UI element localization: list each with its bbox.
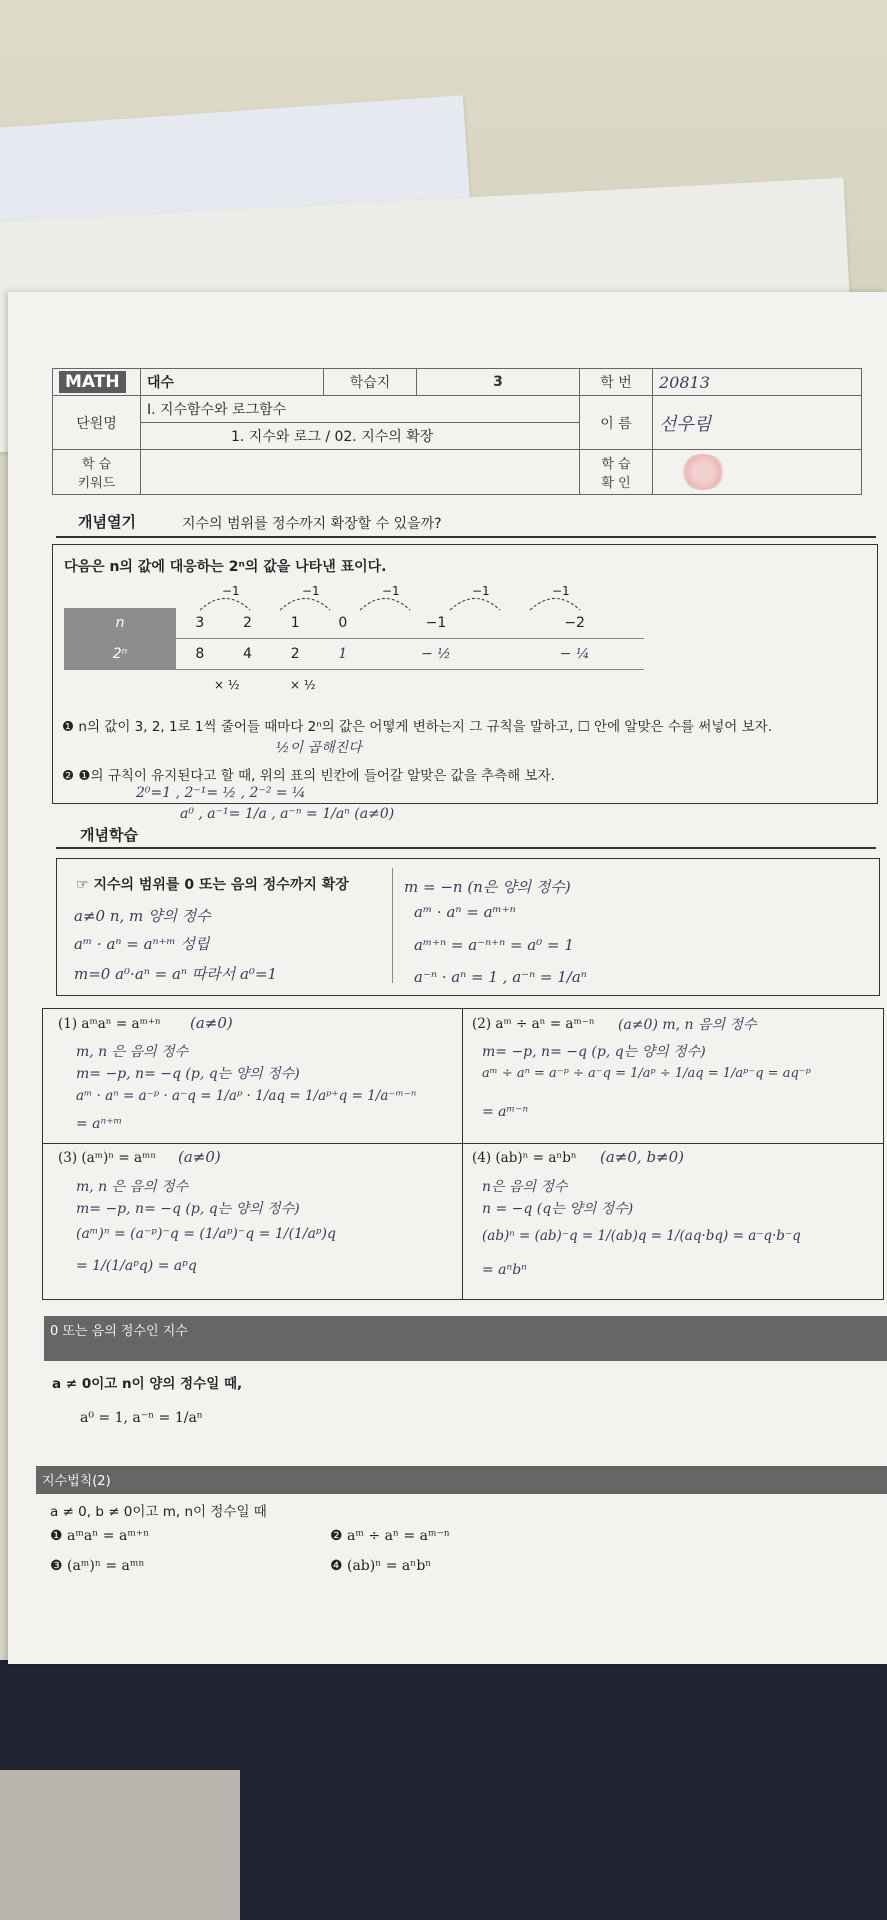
student-no-label: 학 번 xyxy=(580,369,653,396)
question-2: ❷ ❶의 규칙이 유지된다고 할 때, 위의 표의 빈칸에 들어갈 알맞은 값을 추측해 보자. xyxy=(62,768,555,784)
section-rule xyxy=(56,536,876,538)
student-name: 선우림 xyxy=(653,396,862,450)
arc-label: −1 xyxy=(222,584,240,598)
section-open-title: 개념열기 xyxy=(78,513,136,531)
law-2-title: (2) aᵐ ÷ aⁿ = aᵐ⁻ⁿ xyxy=(472,1016,595,1032)
question-1: ❶ n의 값이 3, 2, 1로 1씩 줄어들 때마다 2ⁿ의 값은 어떻게 변하는지 그 규칙을 말하고, ☐ 안에 알맞은 수를 써넣어 보자. xyxy=(62,719,773,735)
floor-background xyxy=(0,1770,240,1920)
law-4-condition: (a≠0, b≠0) xyxy=(600,1148,685,1166)
answer-2a: 2⁰=1 , 2⁻¹= ½ , 2⁻² = ¼ xyxy=(136,785,306,801)
law-3-title: (3) (aᵐ)ⁿ = aᵐⁿ xyxy=(58,1150,157,1166)
arc-label: −1 xyxy=(382,584,400,598)
law-2-condition: (a≠0) m, n 음의 정수 xyxy=(618,1017,757,1033)
learn-note: aᵐ · aⁿ = aᵐ⁺ⁿ xyxy=(414,903,516,921)
law-note: n = −q (q는 양의 정수) xyxy=(482,1201,634,1217)
law-note: = aⁿ⁺ᵐ xyxy=(76,1116,123,1132)
times-label: × ½ xyxy=(214,678,240,692)
law-note: m, n 은 음의 정수 xyxy=(76,1044,189,1060)
learn-note: m=0 a⁰·aⁿ = aⁿ 따라서 a⁰=1 xyxy=(74,965,278,983)
summary2-item-3: ❸ (aᵐ)ⁿ = aᵐⁿ xyxy=(50,1558,145,1574)
summary2-item-2: ❷ aᵐ ÷ aⁿ = aᵐ⁻ⁿ xyxy=(330,1528,450,1544)
unit-line2: 1. 지수와 로그 / 02. 지수의 확장 xyxy=(141,423,580,450)
learn-note: a⁻ⁿ · aⁿ = 1 , a⁻ⁿ = 1/aⁿ xyxy=(414,968,587,986)
learn-note: aᵐ · aⁿ = aⁿ⁺ᵐ 성립 xyxy=(74,935,210,953)
table-cell: 3 xyxy=(176,608,224,639)
header-table xyxy=(52,368,862,495)
table-cell: 8 xyxy=(176,639,224,670)
stamp xyxy=(679,454,727,490)
law-note: = aⁿbⁿ xyxy=(482,1262,527,1278)
law-note: aᵐ ÷ aⁿ = a⁻ᵖ ÷ a⁻q = 1/aᵖ ÷ 1/aq = 1/aᵖ⁻q = aq⁻ᵖ xyxy=(482,1066,811,1081)
learn-divider xyxy=(392,868,393,983)
table-cell: 2 xyxy=(224,608,272,639)
arc-label: −1 xyxy=(302,584,320,598)
section-learn-title: 개념학습 xyxy=(80,826,138,844)
row-power-label: 2ⁿ xyxy=(64,639,176,670)
table-cell: − ½ xyxy=(367,639,506,670)
arc-label: −1 xyxy=(472,584,490,598)
table-cell: −1 xyxy=(367,608,506,639)
keyword-label: 학 습 키워드 xyxy=(53,450,141,495)
arc-label: −1 xyxy=(552,584,570,598)
law-note: m= −p, n= −q (p, q는 양의 정수) xyxy=(76,1201,300,1217)
law-note: n은 음의 정수 xyxy=(482,1179,568,1195)
row-n-label: n xyxy=(64,608,176,639)
worksheet-label: 학습지 xyxy=(324,369,417,396)
laws-divider-h xyxy=(42,1143,884,1144)
open-box-title: 다음은 n의 값에 대응하는 2ⁿ의 값을 나타낸 표이다. xyxy=(64,559,387,575)
name-label: 이 름 xyxy=(580,396,653,450)
table-cell: 4 xyxy=(224,639,272,670)
table-cell: 1 xyxy=(271,608,319,639)
summary2-bar: 지수법칙(2) xyxy=(36,1466,887,1494)
law-3-condition: (a≠0) xyxy=(178,1148,221,1166)
answer-2b: a⁰ , a⁻¹= 1/a , a⁻ⁿ = 1/aⁿ (a≠0) xyxy=(180,806,395,822)
table-cell: −2 xyxy=(505,608,644,639)
law-note: = 1/(1/aᵖq) = aᵖq xyxy=(76,1258,197,1274)
law-note: (ab)ⁿ = (ab)⁻q = 1/(ab)q = 1/(aq·bq) = a⁻q·b⁻q xyxy=(482,1228,801,1244)
law-note: = aᵐ⁻ⁿ xyxy=(482,1104,529,1120)
unit-line1: I. 지수함수와 로그함수 xyxy=(141,396,580,423)
law-1-title: (1) aᵐaⁿ = aᵐ⁺ⁿ xyxy=(58,1016,161,1032)
summary2-condition: a ≠ 0, b ≠ 0이고 m, n이 정수일 때 xyxy=(50,1504,267,1520)
answer-1: ½이 곱해진다 xyxy=(276,740,362,756)
law-note: m= −p, n= −q (p, q는 양의 정수) xyxy=(76,1066,300,1082)
summary1-bar: 0 또는 음의 정수인 지수 xyxy=(44,1316,887,1361)
learn-note: a≠0 n, m 양의 정수 xyxy=(74,907,211,925)
law-1-condition: (a≠0) xyxy=(190,1014,233,1032)
student-number: 20813 xyxy=(653,369,862,396)
laws-divider-v xyxy=(462,1008,463,1300)
law-note: m= −p, n= −q (p, q는 양의 정수) xyxy=(482,1044,706,1060)
confirm-label: 학 습 확 인 xyxy=(580,450,653,495)
section-rule xyxy=(56,847,876,849)
table-cell: 2 xyxy=(271,639,319,670)
summary1-condition: a ≠ 0이고 n이 양의 정수일 때, xyxy=(52,1376,243,1392)
hand-pointer-icon: ☞ xyxy=(76,877,94,893)
unit-label: 단원명 xyxy=(53,396,141,450)
table-cell: 0 xyxy=(319,608,367,639)
keyword-field xyxy=(141,450,580,495)
table-cell: 1 xyxy=(319,639,367,670)
law-note: aᵐ · aⁿ = a⁻ᵖ · a⁻q = 1/aᵖ · 1/aq = 1/aᵖ⁺q = 1/a⁻ᵐ⁻ⁿ xyxy=(76,1088,417,1104)
times-label: × ½ xyxy=(290,678,316,692)
law-note: (aᵐ)ⁿ = (a⁻ᵖ)⁻q = (1/aᵖ)⁻q = 1/(1/aᵖ)q xyxy=(76,1226,336,1242)
learn-box-title: ☞ 지수의 범위를 0 또는 음의 정수까지 확장 xyxy=(76,877,349,893)
worksheet-number: 3 xyxy=(417,369,580,396)
table-cell: − ¼ xyxy=(505,639,644,670)
open-question: 지수의 범위를 정수까지 확장할 수 있을까? xyxy=(182,516,442,532)
summary1-formula: a⁰ = 1, a⁻ⁿ = 1/aⁿ xyxy=(80,1410,203,1426)
confirm-field xyxy=(653,450,862,495)
summary2-item-1: ❶ aᵐaⁿ = aᵐ⁺ⁿ xyxy=(50,1528,150,1544)
law-note: m, n 은 음의 정수 xyxy=(76,1179,189,1195)
power-table xyxy=(64,608,644,670)
summary2-item-4: ❹ (ab)ⁿ = aⁿbⁿ xyxy=(330,1558,432,1574)
learn-note: m = −n (n은 양의 정수) xyxy=(404,878,571,896)
learn-note: aᵐ⁺ⁿ = a⁻ⁿ⁺ⁿ = a⁰ = 1 xyxy=(414,936,574,954)
law-4-title: (4) (ab)ⁿ = aⁿbⁿ xyxy=(472,1150,577,1166)
math-badge: MATH xyxy=(59,371,126,393)
subject: 대수 xyxy=(141,369,324,396)
